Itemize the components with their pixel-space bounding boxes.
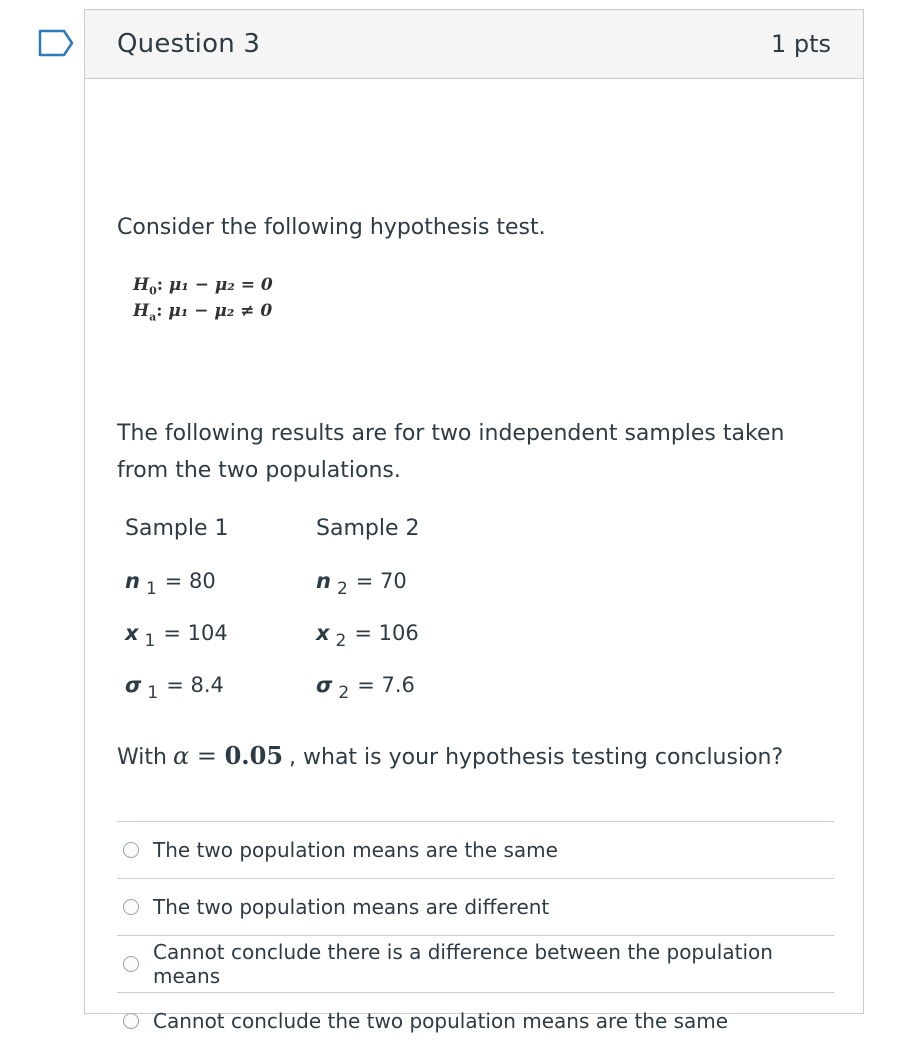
ha-sub: a xyxy=(149,310,157,324)
intro-text: Consider the following hypothesis test. xyxy=(117,215,546,240)
stat-subscript: 1 xyxy=(145,579,157,599)
h0-sub: 0 xyxy=(149,284,157,298)
null-hypothesis: $H_0$: μ₁ − μ₂ = 0 xyxy=(133,275,273,298)
stat-subscript: 2 xyxy=(338,683,350,703)
stat-value: = 80 xyxy=(164,569,216,593)
answer-list xyxy=(117,821,834,1049)
question-header xyxy=(85,10,863,79)
question-points: 1 pts xyxy=(770,30,831,58)
answer-option-2[interactable] xyxy=(117,878,834,935)
alpha-question xyxy=(117,741,783,770)
answer-option-4[interactable] xyxy=(117,992,834,1049)
answer-label: Cannot conclude the two population means are the same xyxy=(153,1009,729,1033)
stat-symbol: x xyxy=(125,621,139,645)
answer-option-1[interactable] xyxy=(117,821,834,878)
h0-expression: μ₁ − μ₂ = 0 xyxy=(168,275,273,295)
stat-symbol: x xyxy=(316,621,330,645)
results-text: The following results are for two independent samples taken from the two populations. xyxy=(117,421,785,483)
answer-label: The two population means are the same xyxy=(153,838,558,862)
answer-option-3[interactable] xyxy=(117,935,834,992)
stat-value: = 104 xyxy=(163,621,228,645)
alpha-symbol: α xyxy=(172,742,190,770)
stat-subscript: 1 xyxy=(147,683,159,703)
stat-subscript: 1 xyxy=(144,631,156,651)
sample-1-n xyxy=(125,569,216,599)
alpha-math xyxy=(173,741,283,770)
stat-symbol: n xyxy=(125,569,140,593)
sample-2-sigma xyxy=(316,673,415,703)
sample-1-sigma xyxy=(125,673,224,703)
radio-unselected-icon[interactable] xyxy=(123,956,139,972)
sample-1-header: Sample 1 xyxy=(125,516,229,541)
sample-2-n xyxy=(316,569,407,599)
ha-expression: μ₁ − μ₂ ≠ 0 xyxy=(168,301,273,321)
answer-label: Cannot conclude there is a difference between the population means xyxy=(153,940,773,988)
stat-subscript: 2 xyxy=(335,631,347,651)
alpha-suffix: , what is your hypothesis testing conclusion? xyxy=(289,745,784,770)
stat-subscript: 2 xyxy=(336,579,348,599)
stat-value: = 8.4 xyxy=(166,673,224,697)
question-card xyxy=(84,9,864,1033)
radio-unselected-icon[interactable] xyxy=(123,899,139,915)
h0-label: H xyxy=(133,275,150,295)
bookmark-flag-icon[interactable] xyxy=(38,29,74,57)
alpha-equals: = xyxy=(196,742,217,770)
alternative-hypothesis: $H_a$: μ₁ − μ₂ ≠ 0 xyxy=(133,301,273,324)
radio-unselected-icon[interactable] xyxy=(123,1013,139,1029)
radio-unselected-icon[interactable] xyxy=(123,842,139,858)
answer-label: The two population means are different xyxy=(153,895,550,919)
stat-value: = 70 xyxy=(355,569,407,593)
sample-2-header: Sample 2 xyxy=(316,516,420,541)
alpha-prefix: With xyxy=(117,745,167,770)
stat-symbol: σ xyxy=(316,673,333,697)
sample-1-mean xyxy=(125,621,228,651)
stat-symbol: σ xyxy=(125,673,142,697)
alpha-value: 0.05 xyxy=(224,741,284,770)
stat-value: = 7.6 xyxy=(357,673,415,697)
question-title: Question 3 xyxy=(117,29,261,59)
stat-symbol: n xyxy=(316,569,331,593)
stat-value: = 106 xyxy=(354,621,419,645)
ha-label: H xyxy=(133,301,150,321)
sample-2-mean xyxy=(316,621,419,651)
